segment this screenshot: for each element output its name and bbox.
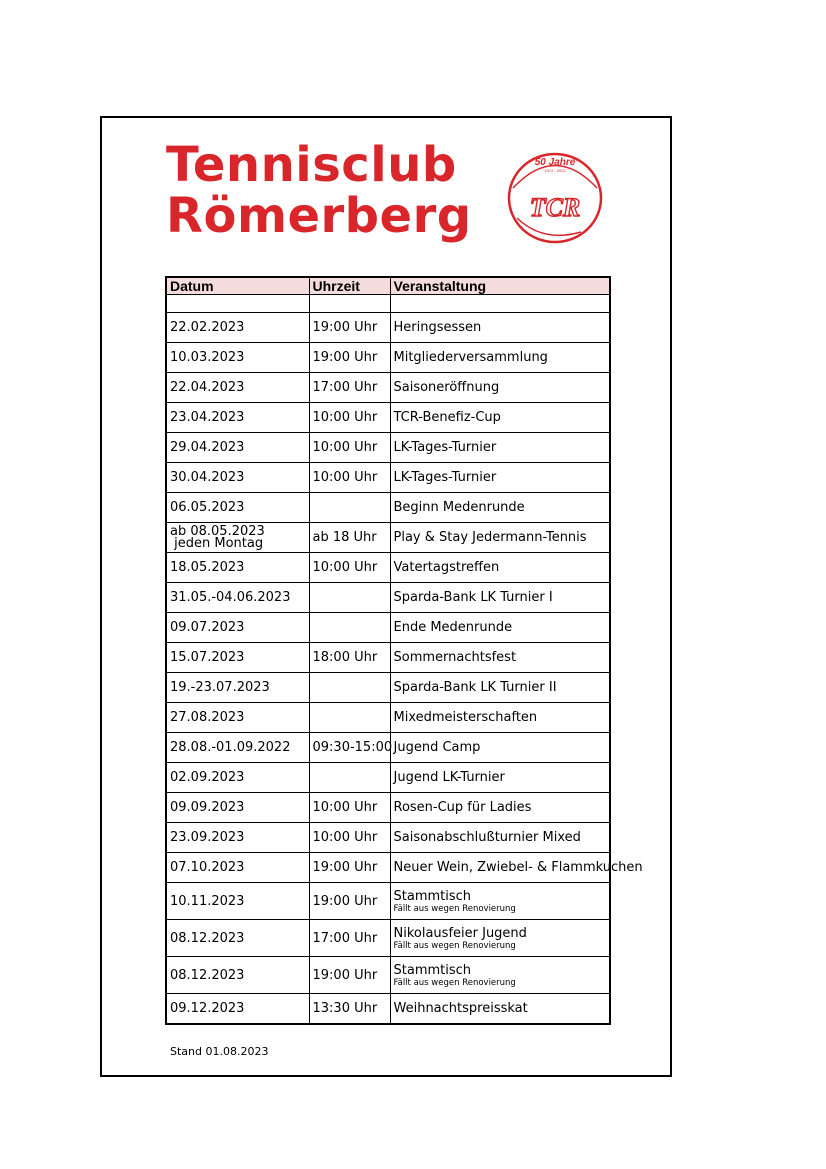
cell-time: 10:00 Uhr <box>309 793 390 823</box>
cell-date: 10.11.2023 <box>166 883 309 920</box>
cell-date: 10.03.2023 <box>166 343 309 373</box>
table-row <box>166 643 610 673</box>
cell-date-line2: jeden Montag <box>170 535 264 551</box>
cell-time: 10:00 Uhr <box>309 553 390 583</box>
cell-event: LK-Tages-Turnier <box>390 463 610 493</box>
cell-event: Mitgliederversammlung <box>390 343 610 373</box>
cell-date: 08.12.2023 <box>166 957 309 994</box>
cell-event: Sparda-Bank LK Turnier II <box>390 673 610 703</box>
cell-event: Rosen-Cup für Ladies <box>390 793 610 823</box>
cell-time <box>309 703 390 733</box>
cell-event: Heringsessen <box>390 313 610 343</box>
event-note: Fällt aus wegen Renovierung <box>393 940 516 951</box>
table-row <box>166 373 610 403</box>
table-row <box>166 920 610 957</box>
table-row <box>166 793 610 823</box>
cell-event: Jugend LK-Turnier <box>390 763 610 793</box>
event-title: Stammtisch <box>393 962 472 978</box>
cell-event: LK-Tages-Turnier <box>390 433 610 463</box>
cell-time: 10:00 Uhr <box>309 823 390 853</box>
column-header-event: Veranstaltung <box>390 277 610 295</box>
spacer-row <box>166 295 610 313</box>
cell-event: Play & Stay Jedermann-Tennis <box>390 523 610 553</box>
cell-date: 08.12.2023 <box>166 920 309 957</box>
table-row <box>166 433 610 463</box>
cell-event: Saisoneröffnung <box>390 373 610 403</box>
column-header-time: Uhrzeit <box>309 277 390 295</box>
cell-time: 18:00 Uhr <box>309 643 390 673</box>
table-row <box>166 763 610 793</box>
table-row <box>166 673 610 703</box>
table-row <box>166 583 610 613</box>
cell-date: 22.04.2023 <box>166 373 309 403</box>
column-header-date: Datum <box>166 277 309 295</box>
event-schedule-table <box>165 276 643 1025</box>
table-row <box>166 883 610 920</box>
cell-time: 19:00 Uhr <box>309 957 390 994</box>
cell-date <box>166 523 309 553</box>
table-row <box>166 553 610 583</box>
table-row <box>166 733 610 763</box>
cell-date: 28.08.-01.09.2022 <box>166 733 309 763</box>
cell-date-line1: ab 08.05.2023 <box>170 523 265 539</box>
cell-time: 10:00 Uhr <box>309 403 390 433</box>
cell-date: 06.05.2023 <box>166 493 309 523</box>
table-row <box>166 523 610 553</box>
cell-time: 19:00 Uhr <box>309 343 390 373</box>
logo-years: 1972 - 2022 <box>544 168 566 173</box>
table-row <box>166 613 610 643</box>
event-title: Nikolausfeier Jugend <box>393 925 527 941</box>
cell-date: 22.02.2023 <box>166 313 309 343</box>
logo-anniversary: 50 Jahre <box>534 157 576 168</box>
cell-event: Mixedmeisterschaften <box>390 703 610 733</box>
cell-date: 18.05.2023 <box>166 553 309 583</box>
cell-time <box>309 613 390 643</box>
event-note: Fällt aus wegen Renovierung <box>393 903 516 914</box>
event-note: Fällt aus wegen Renovierung <box>393 977 516 988</box>
table-row <box>166 994 610 1025</box>
cell-time: 17:00 Uhr <box>309 373 390 403</box>
cell-time <box>309 763 390 793</box>
stand-date: Stand 01.08.2023 <box>170 1045 269 1058</box>
cell-date: 23.09.2023 <box>166 823 309 853</box>
table-row <box>166 493 610 523</box>
cell-event <box>390 920 610 957</box>
cell-event: Beginn Medenrunde <box>390 493 610 523</box>
cell-time: 19:00 Uhr <box>309 853 390 883</box>
cell-event: Ende Medenrunde <box>390 613 610 643</box>
cell-time <box>309 583 390 613</box>
table-row <box>166 313 610 343</box>
cell-date: 31.05.-04.06.2023 <box>166 583 309 613</box>
cell-time: 10:00 Uhr <box>309 433 390 463</box>
club-name-line1: Tennisclub <box>166 137 457 193</box>
cell-event <box>390 957 610 994</box>
club-name-line2: Römerberg <box>166 188 472 244</box>
cell-time: 13:30 Uhr <box>309 994 390 1025</box>
cell-event: Saisonabschlußturnier Mixed <box>390 823 610 853</box>
table-row <box>166 343 610 373</box>
club-name <box>166 137 472 244</box>
cell-time: 19:00 Uhr <box>309 313 390 343</box>
cell-date: 15.07.2023 <box>166 643 309 673</box>
table-header <box>166 277 610 295</box>
cell-time: 17:00 Uhr <box>309 920 390 957</box>
cell-time <box>309 673 390 703</box>
cell-event: Sommernachtsfest <box>390 643 610 673</box>
cell-date: 30.04.2023 <box>166 463 309 493</box>
cell-time: 19:00 Uhr <box>309 883 390 920</box>
cell-event: Jugend Camp <box>390 733 610 763</box>
cell-event: TCR-Benefiz-Cup <box>390 403 610 433</box>
table-row <box>166 823 610 853</box>
table-row <box>166 957 610 994</box>
club-logo <box>503 148 607 246</box>
cell-date: 09.12.2023 <box>166 994 309 1025</box>
logo-monogram: TCR <box>529 193 581 222</box>
table-row <box>166 463 610 493</box>
cell-date: 19.-23.07.2023 <box>166 673 309 703</box>
cell-date: 09.07.2023 <box>166 613 309 643</box>
event-title: Stammtisch <box>393 888 472 904</box>
cell-event <box>390 883 610 920</box>
cell-event: Neuer Wein, Zwiebel- & Flammkuchen <box>390 853 610 883</box>
cell-date: 02.09.2023 <box>166 763 309 793</box>
cell-event: Weihnachtspreisskat <box>390 994 610 1025</box>
cell-date: 09.09.2023 <box>166 793 309 823</box>
cell-date: 27.08.2023 <box>166 703 309 733</box>
table-row <box>166 703 610 733</box>
table-row <box>166 403 610 433</box>
table-row <box>166 853 610 883</box>
cell-time: 10:00 Uhr <box>309 463 390 493</box>
cell-event: Sparda-Bank LK Turnier I <box>390 583 610 613</box>
cell-date: 29.04.2023 <box>166 433 309 463</box>
cell-date: 07.10.2023 <box>166 853 309 883</box>
cell-event: Vatertagstreffen <box>390 553 610 583</box>
cell-date: 23.04.2023 <box>166 403 309 433</box>
cell-time: 09:30-15:00 <box>309 733 390 763</box>
cell-time <box>309 493 390 523</box>
cell-time: ab 18 Uhr <box>309 523 390 553</box>
